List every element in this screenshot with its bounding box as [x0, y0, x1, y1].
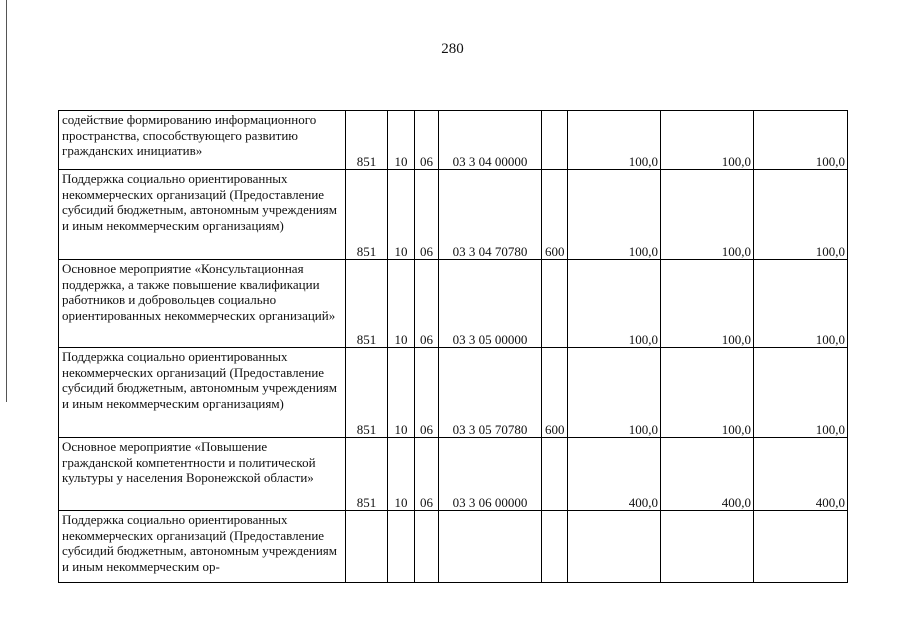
- amount-year1-cell: 100,0: [568, 348, 661, 438]
- amount-year2-cell: 100,0: [661, 111, 754, 170]
- target-article-cell: 03 3 06 00000: [439, 438, 542, 511]
- section-cell: 10: [388, 111, 415, 170]
- amount-year2-cell: 100,0: [661, 348, 754, 438]
- ministry-code-cell: 851: [346, 348, 388, 438]
- section-cell: 10: [388, 438, 415, 511]
- section-cell: 10: [388, 170, 415, 260]
- table-row: [59, 170, 848, 260]
- amount-year2-cell: 100,0: [661, 260, 754, 348]
- table-row: [59, 111, 848, 170]
- ministry-code-cell: 851: [346, 170, 388, 260]
- page-number: 280: [441, 41, 464, 57]
- target-article-cell: [439, 511, 542, 583]
- budget-table: [58, 110, 848, 583]
- row-name-cell: Основное мероприятие «Консультационная поддержка, а также повышение квалификации работников и добровольцев социально ориентированных некоммерческих организаций»: [59, 260, 346, 348]
- table-row: [59, 438, 848, 511]
- subsection-cell: [415, 511, 439, 583]
- page-margin-line: [6, 0, 7, 402]
- subsection-cell: 06: [415, 111, 439, 170]
- amount-year1-cell: 400,0: [568, 438, 661, 511]
- amount-year1-cell: 100,0: [568, 170, 661, 260]
- row-name-cell: Поддержка социально ориентированных некоммерческих организаций (Предоставление субсидий бюджетным, автономным учреждениям и иным некоммерческим ор-: [59, 511, 346, 583]
- target-article-cell: 03 3 05 70780: [439, 348, 542, 438]
- target-article-cell: 03 3 05 00000: [439, 260, 542, 348]
- subsection-cell: 06: [415, 170, 439, 260]
- row-name-cell: Основное мероприятие «Повышение гражданской компетентности и политической культуры у населения Воронежской области»: [59, 438, 346, 511]
- expense-type-cell: 600: [542, 170, 568, 260]
- amount-year1-cell: [568, 511, 661, 583]
- amount-year3-cell: 100,0: [754, 111, 848, 170]
- ministry-code-cell: [346, 511, 388, 583]
- amount-year1-cell: 100,0: [568, 111, 661, 170]
- row-name-cell: Поддержка социально ориентированных некоммерческих организаций (Предоставление субсидий бюджетным, автономным учреждениям и иным некоммерческим организациям): [59, 170, 346, 260]
- subsection-cell: 06: [415, 438, 439, 511]
- table-row: [59, 348, 848, 438]
- amount-year3-cell: [754, 511, 848, 583]
- table-row: [59, 260, 848, 348]
- ministry-code-cell: 851: [346, 438, 388, 511]
- section-cell: [388, 511, 415, 583]
- table-row: [59, 511, 848, 583]
- amount-year2-cell: 400,0: [661, 438, 754, 511]
- expense-type-cell: [542, 511, 568, 583]
- section-cell: 10: [388, 348, 415, 438]
- section-cell: 10: [388, 260, 415, 348]
- row-name-cell: Поддержка социально ориентированных некоммерческих организаций (Предоставление субсидий бюджетным, автономным учреждениям и иным некоммерческим организациям): [59, 348, 346, 438]
- amount-year3-cell: 100,0: [754, 260, 848, 348]
- expense-type-cell: [542, 260, 568, 348]
- amount-year3-cell: 400,0: [754, 438, 848, 511]
- row-name-cell: содействие формированию информационного пространства, способствующего развитию гражданских инициатив»: [59, 111, 346, 170]
- expense-type-cell: 600: [542, 348, 568, 438]
- target-article-cell: 03 3 04 70780: [439, 170, 542, 260]
- subsection-cell: 06: [415, 260, 439, 348]
- ministry-code-cell: 851: [346, 111, 388, 170]
- amount-year3-cell: 100,0: [754, 170, 848, 260]
- expense-type-cell: [542, 438, 568, 511]
- subsection-cell: 06: [415, 348, 439, 438]
- amount-year2-cell: 100,0: [661, 170, 754, 260]
- expense-type-cell: [542, 111, 568, 170]
- amount-year3-cell: 100,0: [754, 348, 848, 438]
- amount-year2-cell: [661, 511, 754, 583]
- amount-year1-cell: 100,0: [568, 260, 661, 348]
- ministry-code-cell: 851: [346, 260, 388, 348]
- target-article-cell: 03 3 04 00000: [439, 111, 542, 170]
